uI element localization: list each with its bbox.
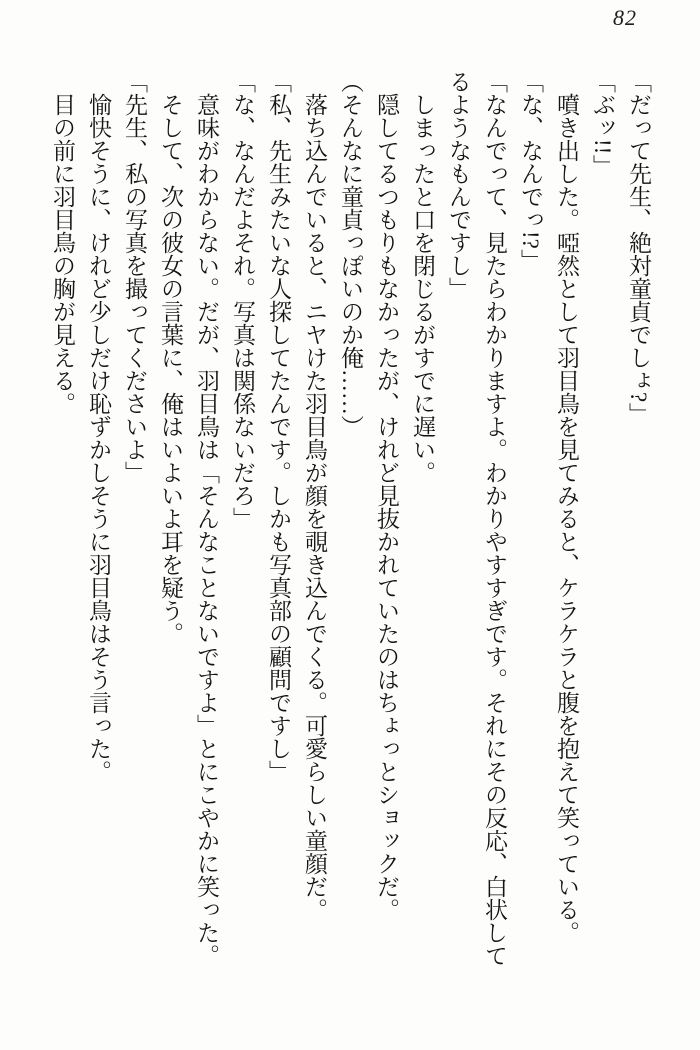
paragraph: 「な、なんだよそれ。写真は関係ないだろ」	[230, 70, 255, 530]
paragraph: 「なんでって、見たらわかりますよ。わかりやすすぎです。それにその反応、白状してるようなもんですし」	[446, 70, 507, 967]
paragraph: 「私、先生みたいな人探してたんです。しかも写真部の顧問ですし」	[266, 70, 291, 783]
paragraph: 目の前に羽目鳥の胸が見える。	[50, 70, 75, 415]
paragraph: 落ち込んでいると、ニヤけた羽目鳥が顔を覗き込んでくる。可愛らしい童顔だ。	[302, 70, 327, 921]
paragraph: 「な、なんでっ!?」	[518, 70, 543, 272]
paragraph: 「先生、私の写真を撮ってくださいよ」	[122, 70, 147, 484]
paragraph: そして、次の彼女の言葉に、俺はいよいよ耳を疑う。	[158, 70, 183, 645]
page-text	[44, 70, 656, 970]
paragraph: （そんなに童貞っぽいのか俺……）	[338, 70, 363, 438]
paragraph: しまったと口を閉じるがすでに遅い。	[410, 70, 435, 484]
paragraph: 隠してるつもりもなかったが、けれど見抜かれていたのはちょっとショックだ。	[374, 70, 399, 921]
paragraph: 愉快そうに、けれど少しだけ恥ずかしそうに羽目鳥はそう言った。	[86, 70, 111, 783]
paragraph: 意味がわからない。だが、羽目鳥は「そんなことないですよ」とにこやかに笑った。	[194, 70, 219, 967]
paragraph: 「だって先生、絶対童貞でしょ?」	[626, 70, 651, 426]
paragraph: 「ぶッ!!」	[590, 70, 615, 178]
paragraph: 噴き出した。啞然として羽目鳥を見てみると、ケラケラと腹を抱えて笑っている。	[554, 70, 579, 944]
page-number: 82	[613, 5, 637, 30]
